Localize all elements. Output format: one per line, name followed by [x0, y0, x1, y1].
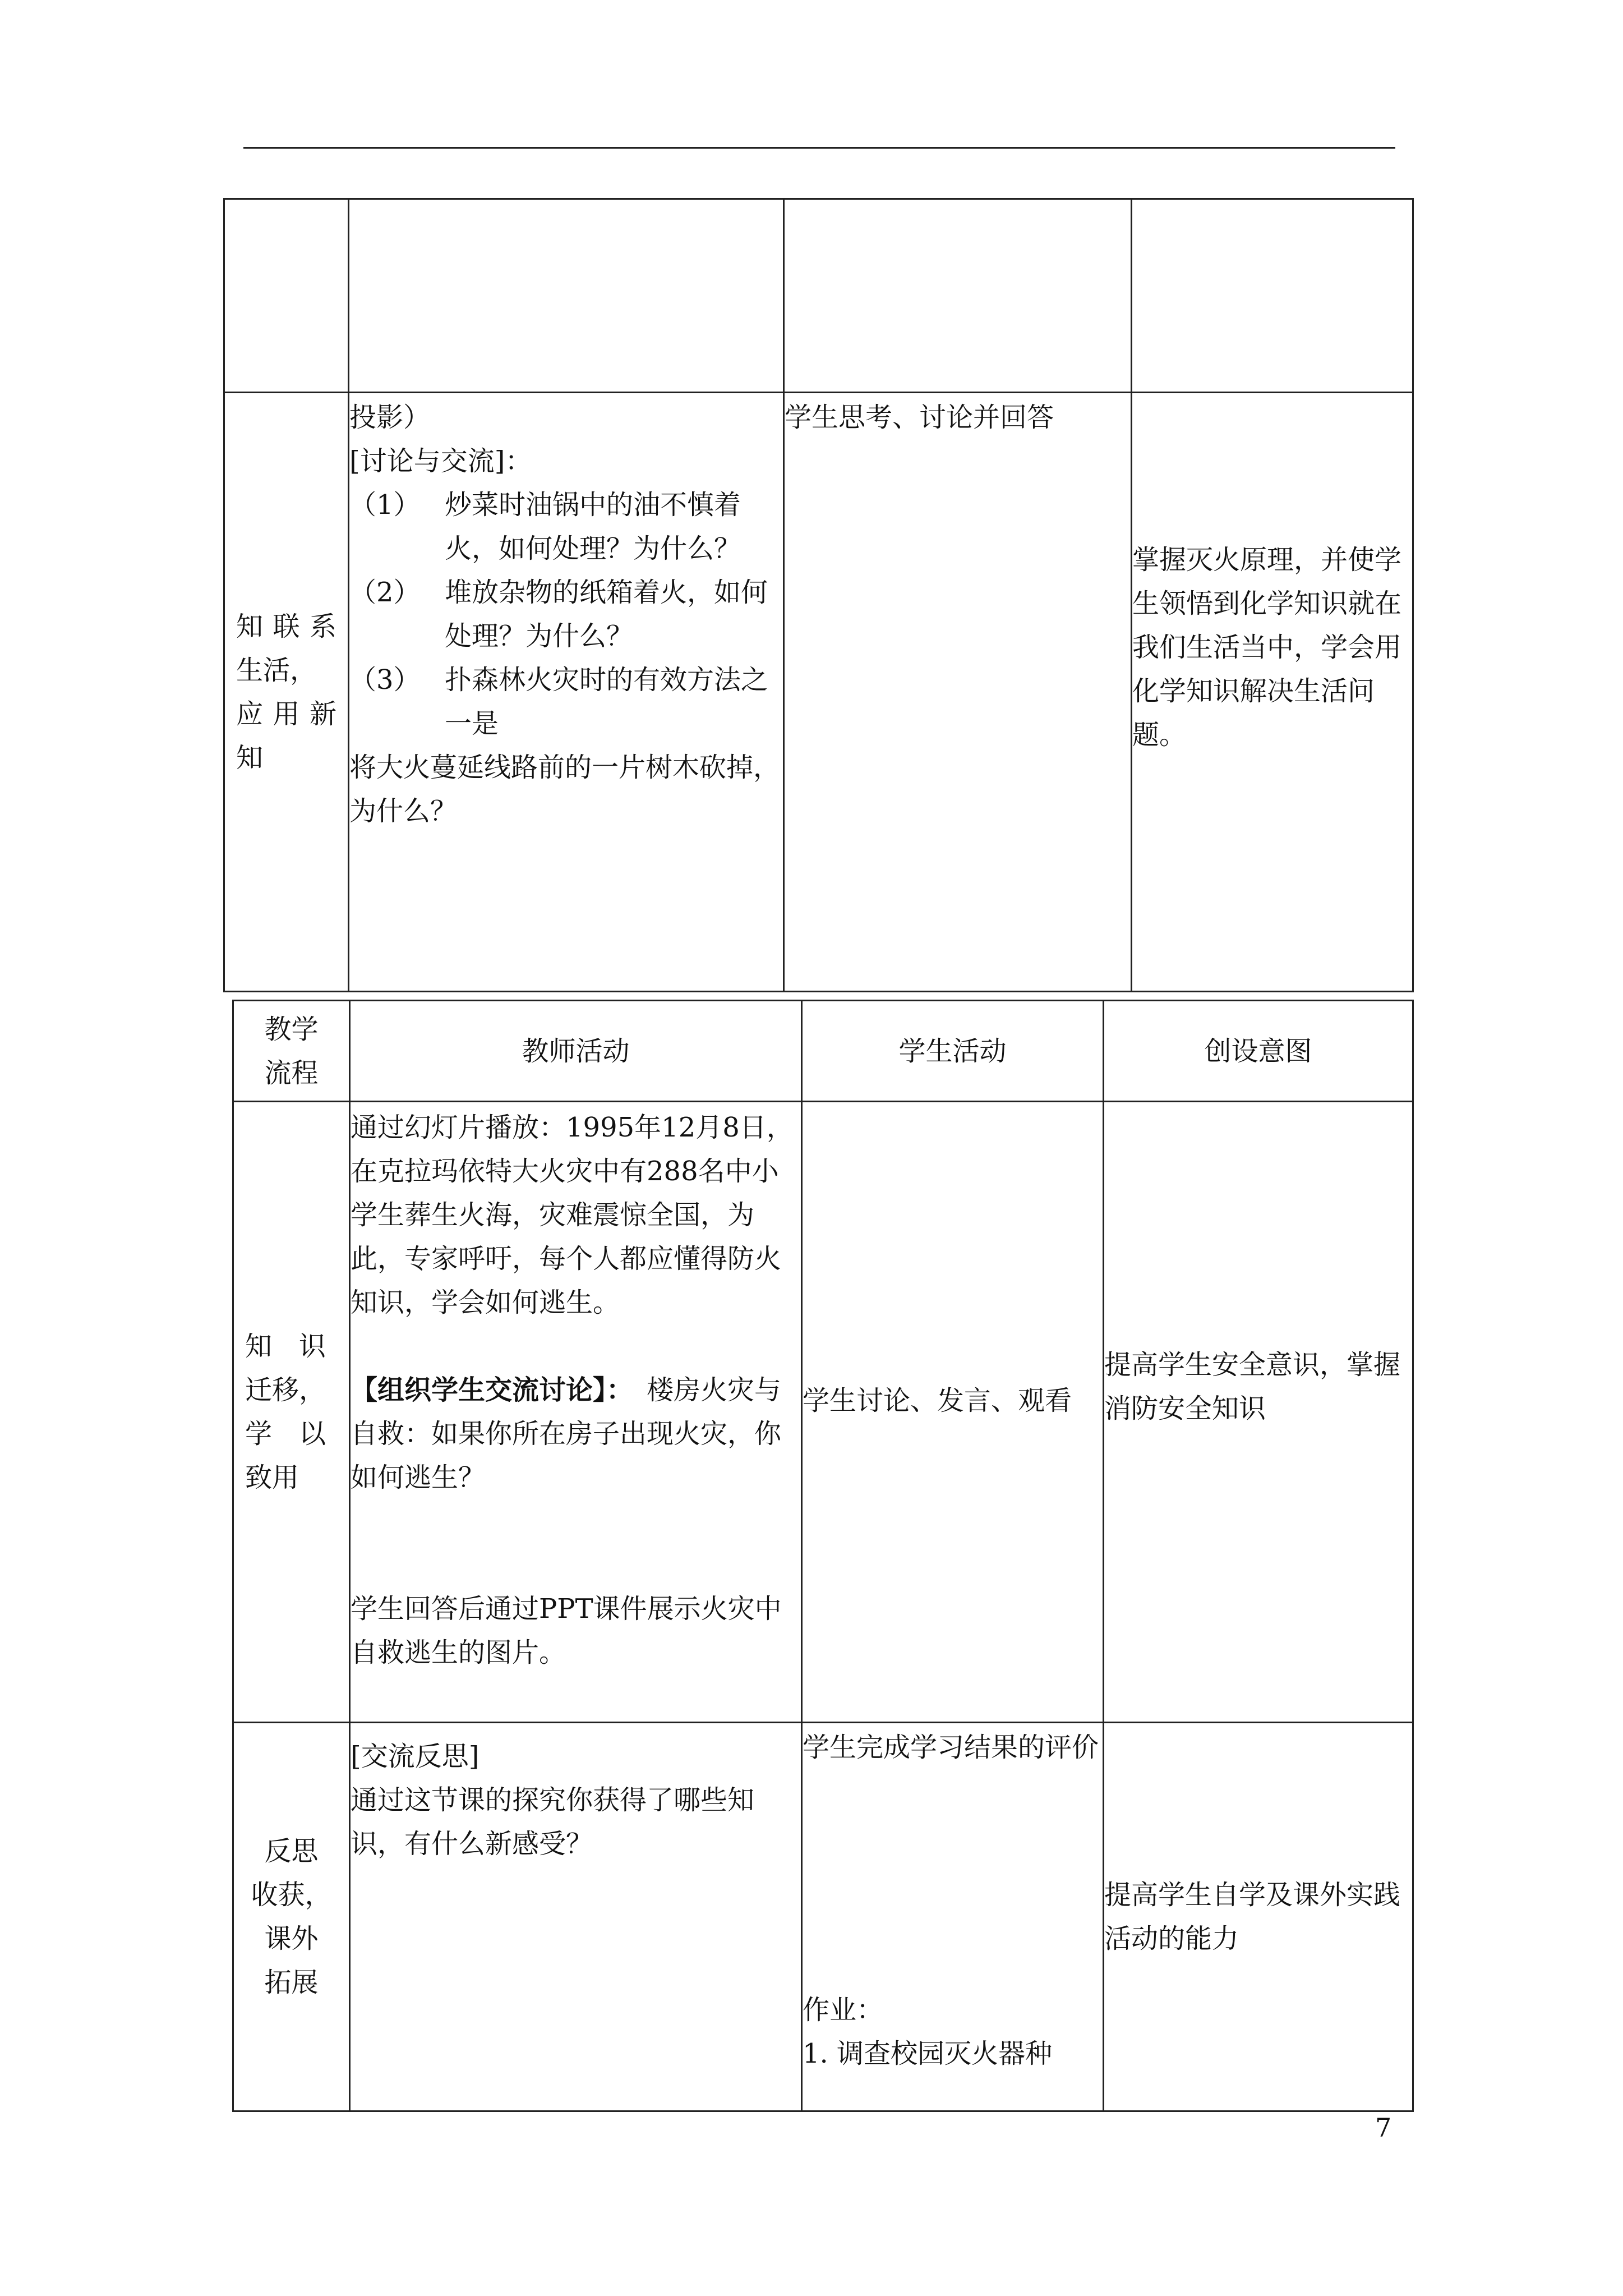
column-header-intent: 创设意图 — [1104, 1001, 1413, 1102]
stage-line: 收获， — [251, 1879, 332, 1911]
teacher-paragraph: 通过幻灯片播放：1995年12月8日，在克拉玛依特大火灾中有288名中小学生葬生火海，灾难震惊全国，为此，专家呼吁，每个人都应懂得防火知识，学会如何逃生。 — [351, 1112, 794, 1318]
stage-line: 迁移， — [245, 1374, 326, 1406]
discussion-heading: 【组织学生交流讨论】： — [351, 1374, 620, 1406]
item-text: 扑森林火灾时的有效方法之一是 — [445, 664, 768, 739]
stage-line: 流程 — [264, 1057, 319, 1089]
stage-line: 生活， — [236, 654, 317, 686]
teacher-activity-cell — [349, 393, 784, 992]
stage-line: 知 — [236, 742, 264, 774]
stage-line: 教学 — [264, 1013, 319, 1045]
item-number: （3） — [349, 664, 421, 696]
reflection-heading: [交流反思] — [351, 1741, 479, 1772]
page-number: 7 — [1375, 2113, 1392, 2143]
teacher-discussion — [351, 1368, 801, 1499]
stage-line: 拓展 — [264, 1967, 319, 1998]
intent-cell — [1104, 1102, 1413, 1723]
blank-cell-intent — [1132, 199, 1413, 393]
intent-text: 掌握灭火原理，并使学生领悟到化学知识就在我们生活当中，学会用化学知识解决生活问题。 — [1132, 544, 1402, 751]
item-number: （1） — [349, 489, 421, 521]
stage-line: 知 识 — [245, 1331, 326, 1362]
item-number: （2） — [349, 577, 421, 608]
column-header-student: 学生活动 — [802, 1001, 1104, 1102]
table-header-row — [233, 1001, 1413, 1102]
intent-cell — [1104, 1723, 1413, 2111]
reflection-text: 通过这节课的探究你获得了哪些知识，有什么新感受？ — [351, 1784, 755, 1860]
column-header-teacher: 教师活动 — [350, 1001, 802, 1102]
discussion-text: 楼房火灾与自救：如果你所在房子出现火灾，你如何逃生？ — [351, 1374, 782, 1493]
teacher-intro: 投影） — [349, 402, 431, 433]
homework-item: 1. 调查校园灭火器种 — [803, 2038, 1053, 2069]
student-activity-cell — [802, 1102, 1104, 1723]
teacher-paragraph: 学生回答后通过PPT课件展示火灾中自救逃生的图片。 — [351, 1593, 782, 1668]
discussion-tail: 将大火蔓延线路前的一片树木砍掉，为什么？ — [349, 752, 781, 827]
discussion-heading: [讨论与交流]： — [349, 445, 532, 477]
homework-label: 作业： — [803, 1994, 884, 2026]
stage-line: 课外 — [264, 1923, 319, 1954]
stage-line: 反思 — [264, 1835, 319, 1867]
stage-line: 应用新 — [236, 698, 336, 730]
stage-cell — [224, 393, 349, 992]
student-activity-cell — [784, 393, 1132, 992]
intent-text: 提高学生安全意识，掌握消防安全知识 — [1104, 1349, 1401, 1424]
item-text: 炒菜时油锅中的油不慎着火，如何处理？为什么？ — [445, 489, 741, 564]
discussion-item — [349, 483, 783, 570]
stage-line: 致用 — [245, 1462, 299, 1493]
discussion-item — [349, 570, 783, 658]
lesson-table — [232, 1000, 1414, 2112]
table-row-apply-knowledge — [224, 393, 1413, 992]
teacher-activity-cell — [350, 1723, 802, 2111]
discussion-item — [349, 658, 783, 746]
header-rule — [243, 147, 1395, 149]
column-header-stage — [233, 1001, 350, 1102]
intent-cell — [1132, 393, 1413, 992]
table-row-reflection — [233, 1723, 1413, 2111]
stage-cell — [233, 1102, 350, 1723]
intent-text: 提高学生自学及课外实践活动的能力 — [1104, 1879, 1401, 1954]
table-row-transfer — [233, 1102, 1413, 1723]
student-activity-text: 学生完成学习结果的评价 — [803, 1732, 1099, 1763]
blank-cell-student — [784, 199, 1132, 393]
student-activity-cell — [802, 1723, 1104, 2111]
stage-line: 学 以 — [245, 1418, 326, 1450]
lesson-table-continued — [223, 198, 1414, 992]
student-activity-text: 学生思考、讨论并回答 — [785, 402, 1054, 433]
blank-cell-teacher — [349, 199, 784, 393]
blank-row — [224, 199, 1413, 393]
item-text: 堆放杂物的纸箱着火，如何处理？为什么？ — [445, 577, 768, 652]
student-activity-text: 学生讨论、发言、观看 — [803, 1385, 1072, 1416]
stage-line: 知联系 — [236, 610, 336, 642]
blank-cell-stage — [224, 199, 349, 393]
teacher-activity-cell — [350, 1102, 802, 1723]
stage-cell — [233, 1723, 350, 2111]
